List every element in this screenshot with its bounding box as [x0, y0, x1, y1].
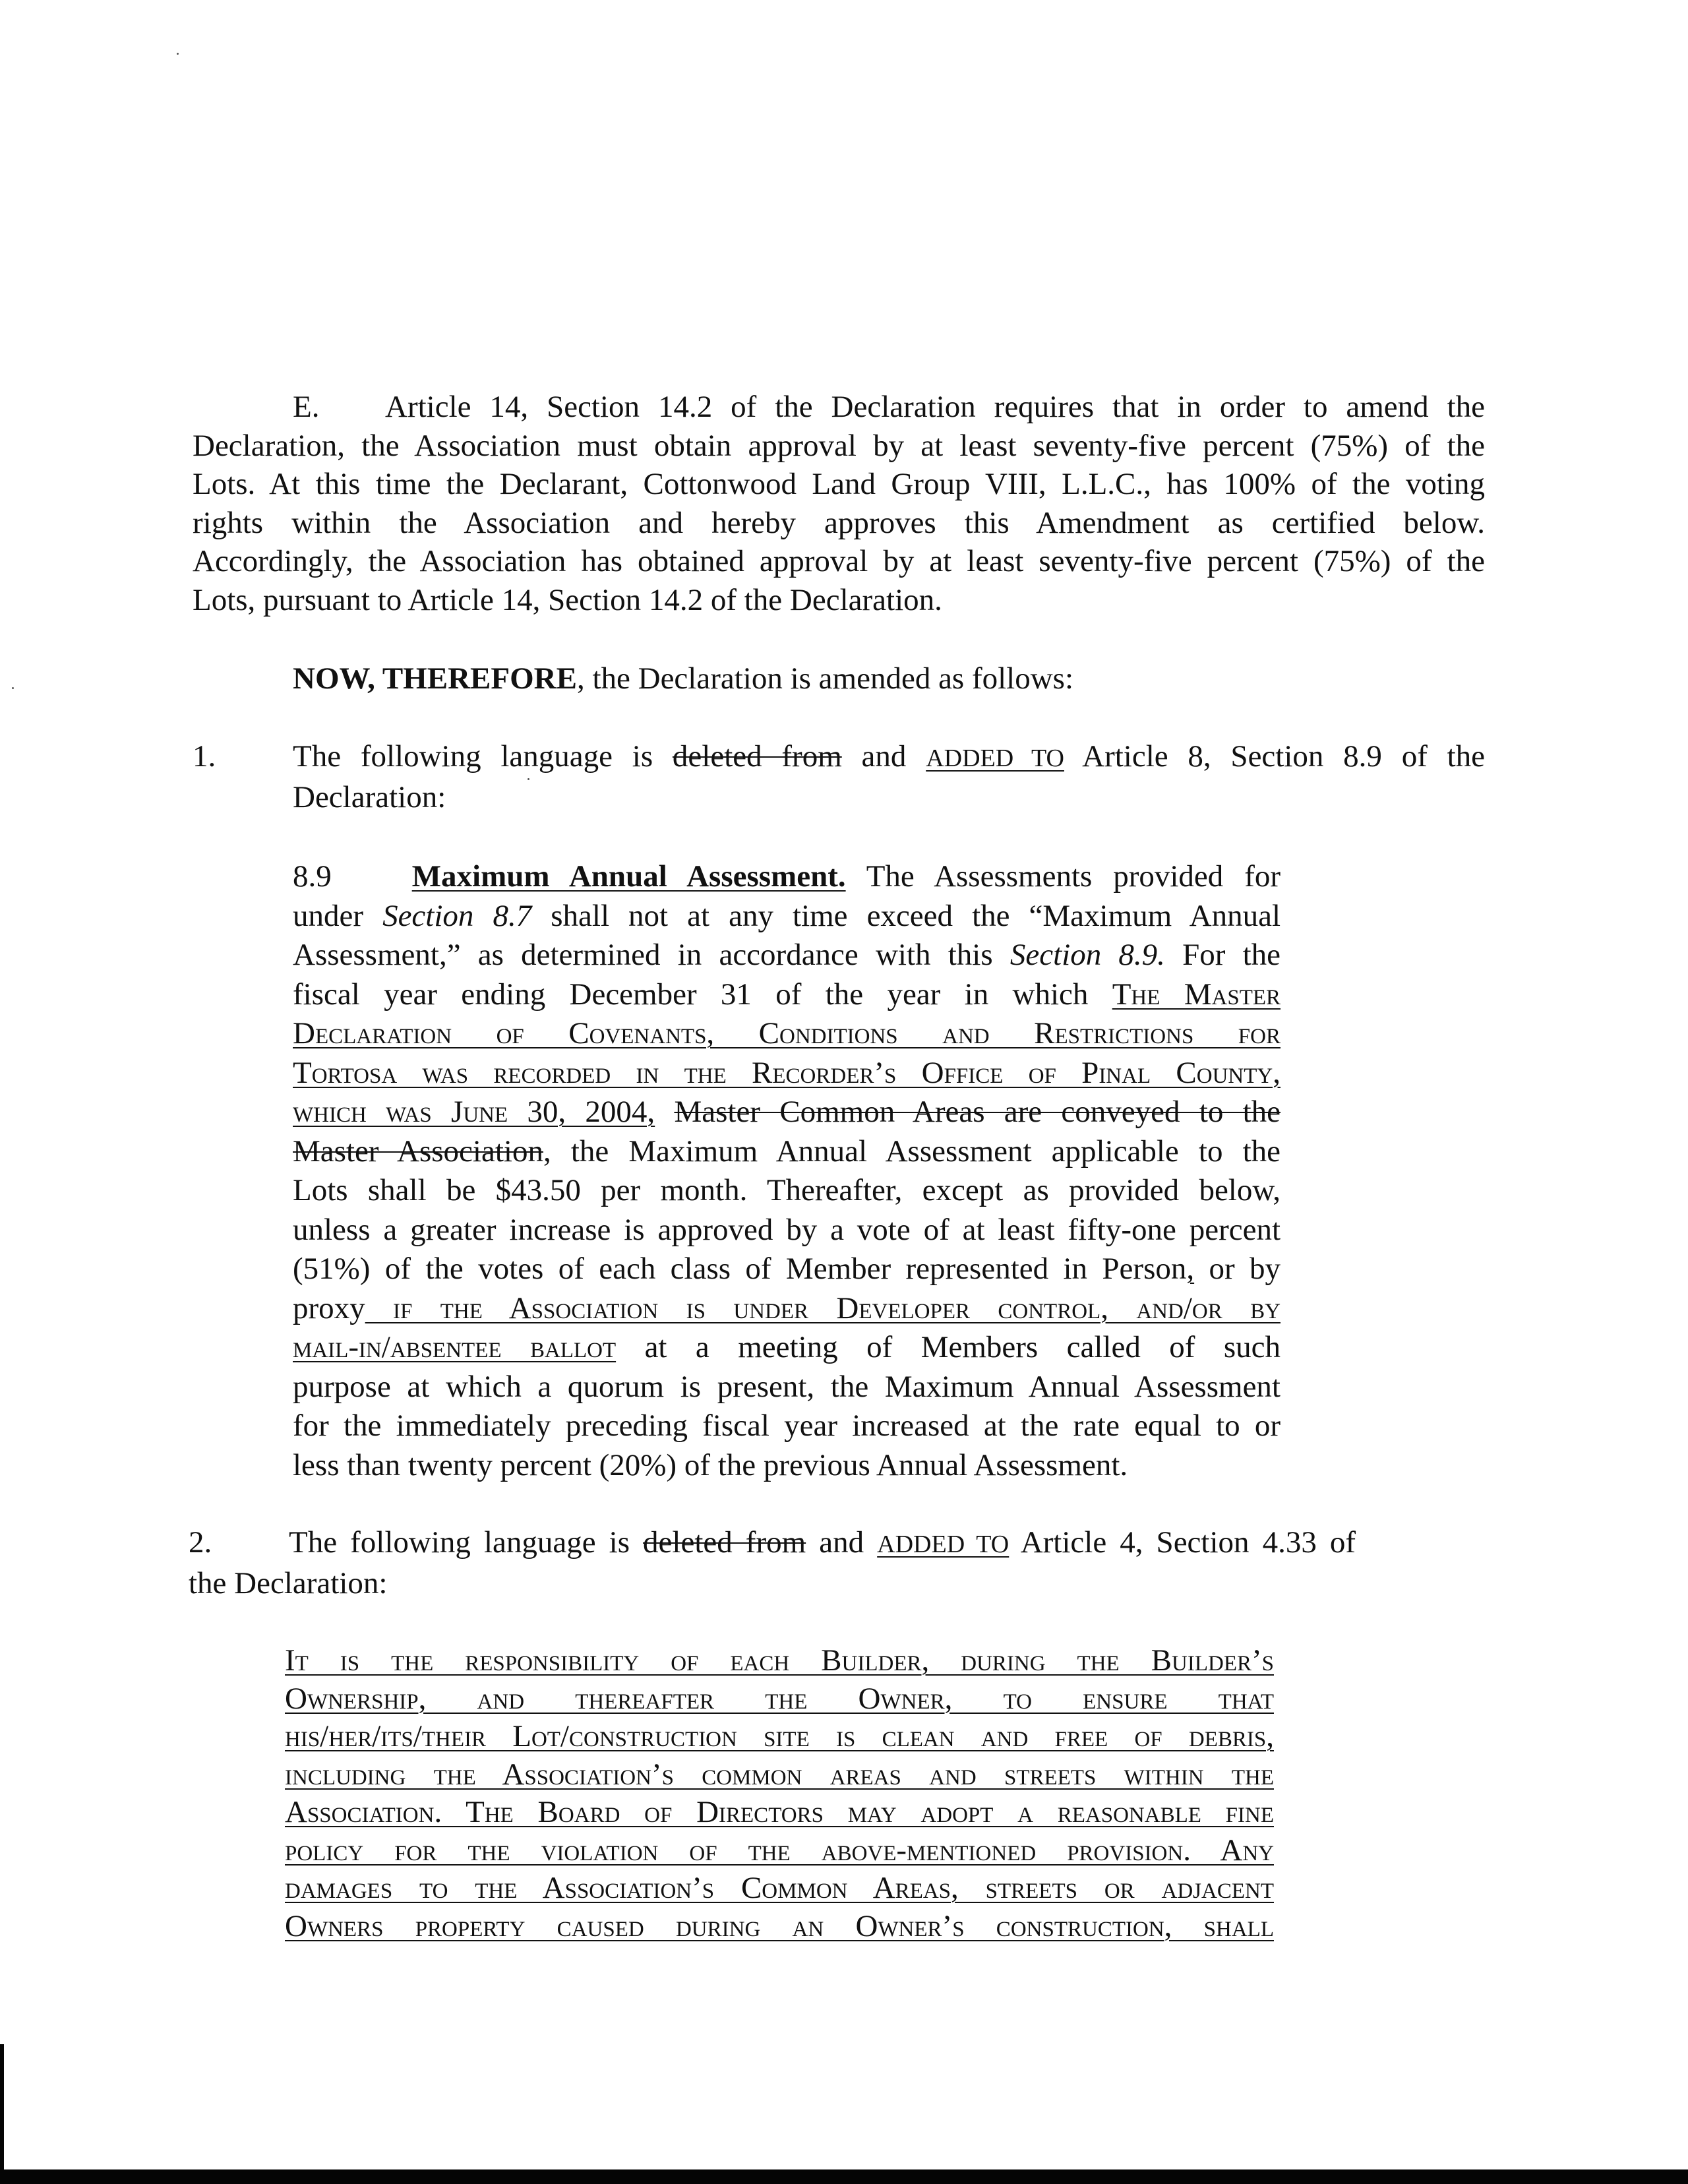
section-8-9-line-11-b: or by — [1194, 1252, 1281, 1286]
section-8-9-added-text: Declaration of Covenants, Conditions and Restrictions for — [293, 1016, 1281, 1050]
section-4-33 — [285, 1642, 1274, 1945]
scan-speck — [12, 687, 14, 689]
section-8-9-line-10: unless a greater increase is approved by a vote of at least fifty-one percent — [293, 1212, 1281, 1247]
section-8-9-number: 8.9 — [293, 859, 332, 894]
item-1-deleted: deleted from — [672, 739, 842, 774]
item-2-line-2: the Declaration: — [189, 1565, 388, 1600]
section-8-9-line-8 — [293, 1132, 1281, 1172]
section-8-9-line-3 — [293, 936, 1281, 975]
section-8-9-line-13 — [293, 1328, 1281, 1368]
paragraph-e-label: E. — [293, 390, 320, 424]
section-8-9-line-11-a: (51%) of the votes of each class of Member represented in Person — [293, 1252, 1187, 1286]
item-1-line-2: Declaration: — [293, 779, 446, 814]
item-1-number: 1. — [193, 739, 216, 774]
section-8-9 — [293, 857, 1281, 1485]
section-8-9-line-13-b: at a meeting of Members called of such — [644, 1330, 1281, 1364]
item-1-text-before: The following language is — [293, 739, 653, 774]
paragraph-e-line-5: Accordingly, the Association has obtained approval by at least seventy-five percent (75%) of the — [193, 544, 1485, 578]
section-8-9-line-1 — [293, 857, 1281, 897]
section-8-9-line-1-rest: The Assessments provided for — [866, 859, 1281, 894]
item-1-line-1 — [293, 737, 1485, 778]
item-2-added: ADDED TO — [877, 1531, 1010, 1558]
section-8-9-ref-8-9: Section 8.9. — [1010, 938, 1165, 972]
section-4-33-line-5: Association. The Board of Directors may adopt a reasonable fine — [285, 1795, 1274, 1829]
section-8-9-line-5 — [293, 1014, 1281, 1054]
paragraph-e-line-6: Lots, pursuant to Article 14, Section 14.2 of the Declaration. — [193, 582, 942, 617]
section-4-33-line-6: policy for the violation of the above-mentioned provision. Any — [285, 1833, 1274, 1867]
section-8-9-deleted-text: Master Association — [293, 1134, 543, 1168]
item-1-text-after: Article 8, Section 8.9 of the — [1082, 739, 1486, 774]
paragraph-e-line-3: Lots. At this time the Declarant, Cottonwood Land Group VIII, L.L.C., has 100% of the voting — [193, 467, 1485, 501]
item-2-number: 2. — [189, 1525, 212, 1560]
section-4-33-line-2: Ownership, and thereafter the Owner, to ensure that — [285, 1681, 1274, 1716]
section-4-33-line-1: It is the responsibility of each Builder, during the Builder’s — [285, 1643, 1274, 1678]
section-8-9-line-7 — [293, 1093, 1281, 1132]
section-8-9-added-text: which was June 30, 2004, — [293, 1095, 655, 1129]
section-8-9-line-6 — [293, 1054, 1281, 1093]
section-8-9-line-2-b: shall not at any time exceed the “Maximum Annual — [551, 898, 1281, 933]
section-8-9-line-15: for the immediately preceding fiscal year increased at the rate equal to or — [293, 1409, 1281, 1443]
section-8-9-heading: Maximum Annual Assessment. — [411, 859, 846, 894]
item-2 — [189, 1523, 1356, 1602]
paragraph-e — [193, 388, 1485, 619]
item-2-deleted: deleted from — [643, 1525, 806, 1560]
item-2-text-after: Article 4, Section 4.33 of — [1020, 1525, 1356, 1560]
section-8-9-added-text: if the Association is under Developer control, and/or by — [365, 1290, 1281, 1325]
section-8-9-line-14: purpose at which a quorum is present, the Maximum Annual Assessment — [293, 1369, 1281, 1404]
section-8-9-line-3-a: Assessment,” as determined in accordance with this — [293, 938, 993, 972]
section-8-9-line-4-a: fiscal year ending December 31 of the year in which — [293, 977, 1089, 1012]
section-8-9-line-16: less than twenty percent (20%) of the previous Annual Assessment. — [293, 1447, 1128, 1482]
paragraph-e-line-4: rights within the Association and hereby approves this Amendment as certified below. — [193, 505, 1485, 540]
scan-edge-bottom — [0, 2169, 1688, 2184]
section-4-33-line-4: including the Association’s common areas and streets within the — [285, 1757, 1274, 1792]
item-1 — [193, 737, 1485, 816]
item-1-added: ADDED TO — [926, 744, 1064, 772]
section-8-9-line-12 — [293, 1289, 1281, 1329]
section-4-33-line-8: Owners property caused during an Owner’s construction, shall — [285, 1908, 1274, 1943]
section-4-33-line-7: damages to the Association’s Common Areas, streets or adjacent — [285, 1871, 1274, 1905]
item-2-line-1 — [289, 1523, 1356, 1564]
section-8-9-added-text: Tortosa was recorded in the Recorder’s Office of Pinal County, — [293, 1055, 1281, 1090]
section-8-9-line-11 — [293, 1250, 1281, 1289]
now-therefore-line — [293, 659, 1480, 698]
paragraph-e-line-1-text: Article 14, Section 14.2 of the Declaration requires that in order to amend the — [385, 390, 1485, 424]
scan-speck — [177, 53, 179, 55]
section-4-33-line-3: his/her/its/their Lot/construction site is clean and free of debris, — [285, 1719, 1274, 1753]
section-8-9-added-text: mail-in/absentee ballot — [293, 1330, 617, 1364]
section-8-9-line-12-a: proxy — [293, 1290, 365, 1325]
section-8-9-line-2-a: under — [293, 898, 364, 933]
now-therefore-rest: , the Declaration is amended as follows: — [576, 661, 1074, 696]
section-8-9-line-8-rest: , the Maximum Annual Assessment applicable to the — [543, 1134, 1281, 1168]
item-2-and: and — [819, 1525, 864, 1560]
paragraph-e-line-2: Declaration, the Association must obtain approval by at least seventy-five percent (75%) of the — [193, 428, 1485, 463]
paragraph-e-line-1 — [193, 388, 1485, 427]
section-8-9-added-comma: , — [1186, 1252, 1195, 1286]
section-8-9-added-text: The Master — [1112, 977, 1281, 1012]
now-therefore-bold: NOW, THEREFORE — [293, 661, 577, 696]
section-8-9-line-3-b: For the — [1182, 938, 1281, 972]
section-8-9-deleted-text: Master Common Areas are conveyed to the — [674, 1095, 1281, 1129]
section-8-9-line-4 — [293, 975, 1281, 1015]
section-8-9-line-2 — [293, 897, 1281, 936]
item-1-and: and — [861, 739, 907, 774]
item-2-text-before: The following language is — [289, 1525, 630, 1560]
section-8-9-line-9: Lots shall be $43.50 per month. Thereafter, except as provided below, — [293, 1173, 1281, 1207]
scan-edge-left — [0, 2044, 4, 2184]
section-8-9-ref-8-7: Section 8.7 — [382, 898, 532, 933]
